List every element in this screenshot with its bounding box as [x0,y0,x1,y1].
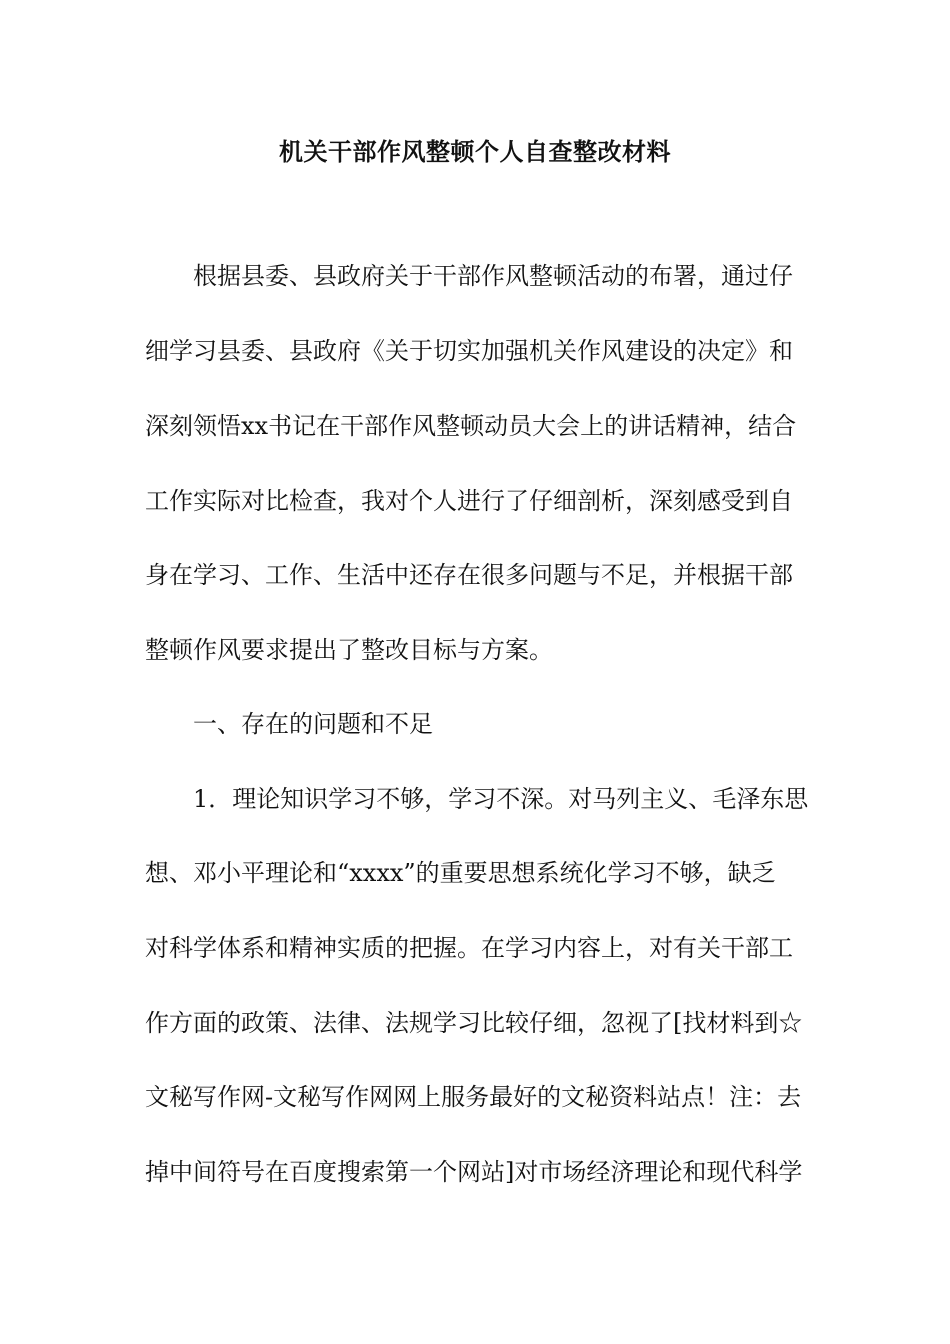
paragraph-line: 掉中间符号在百度搜索第一个网站]对市场经济理论和现代科学 [145,1158,803,1186]
paragraph-line: 工作实际对比检查，我对个人进行了仔细剖析，深刻感受到自 [145,487,793,515]
document-title: 机关干部作风整顿个人自查整改材料 [279,137,671,166]
paragraph-line: 想、邓小平理论和“xxxx”的重要思想系统化学习不够，缺乏 [145,859,776,887]
paragraph-line: 对科学体系和精神实质的把握。在学习内容上，对有关干部工 [145,934,793,962]
paragraph-line: 身在学习、工作、生活中还存在很多问题与不足，并根据干部 [145,561,793,589]
paragraph-line: 文秘写作网-文秘写作网网上服务最好的文秘资料站点！注：去 [145,1083,802,1111]
paragraph-line: 根据县委、县政府关于干部作风整顿活动的布署，通过仔 [193,262,793,290]
paragraph-line: 整顿作风要求提出了整改目标与方案。 [145,636,553,664]
section-heading: 一、存在的问题和不足 [193,710,433,738]
paragraph-line: 1．理论知识学习不够，学习不深。对马列主义、毛泽东思 [193,785,809,813]
paragraph-line: 作方面的政策、法律、法规学习比较仔细，忽视了[找材料到☆ [145,1009,803,1037]
paragraph-line: 深刻领悟xx书记在干部作风整顿动员大会上的讲话精神，结合 [145,412,797,440]
paragraph-line: 细学习县委、县政府《关于切实加强机关作风建设的决定》和 [145,337,793,365]
